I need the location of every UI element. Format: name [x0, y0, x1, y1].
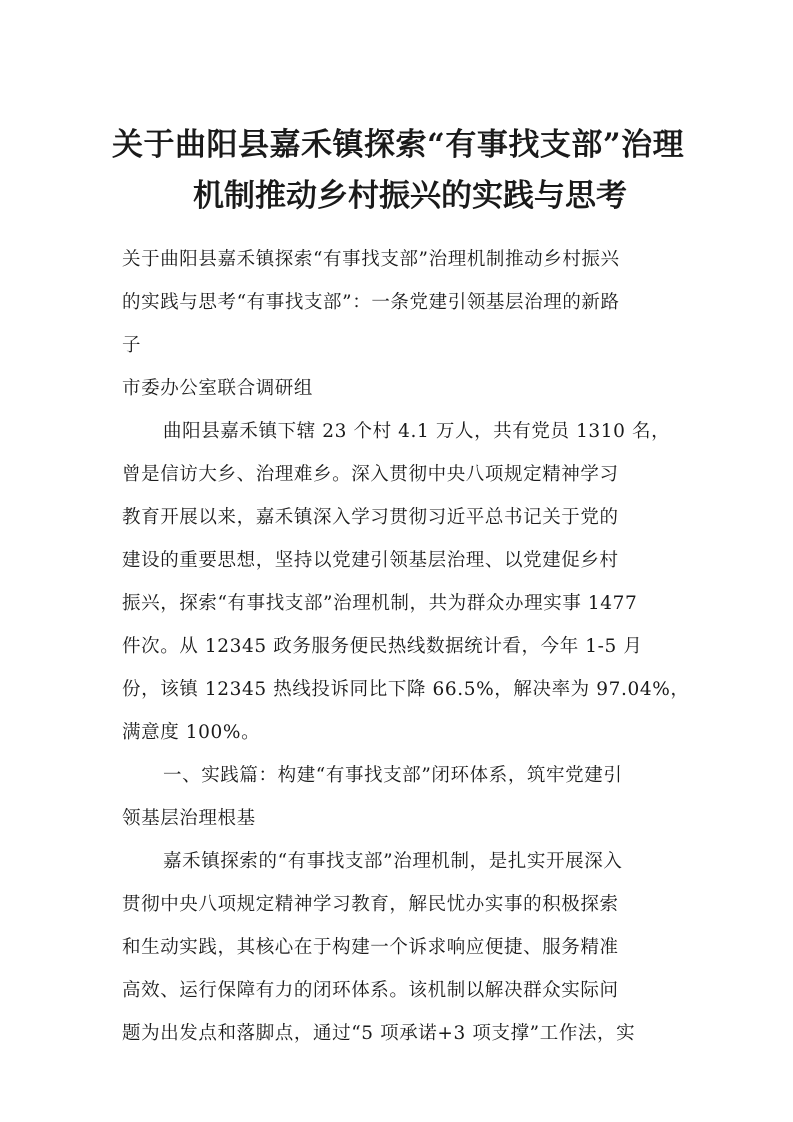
paragraph-line: 份，该镇 12345 热线投诉同比下降 66.5%，解决率为 97.04%，	[122, 679, 690, 700]
paragraph-line: 教育开展以来，嘉禾镇深入学习贯彻习近平总书记关于党的	[122, 507, 619, 528]
paragraph-line: 曾是信访大乡、治理难乡。深入贯彻中央八项规定精神学习	[122, 464, 619, 485]
author-line: 市委办公室联合调研组	[122, 378, 314, 399]
paragraph-line: 贯彻中央八项规定精神学习教育，解民忧办实事的积极探索	[122, 894, 619, 915]
paragraph-line: 件次。从 12345 政务服务便民热线数据统计看，今年 1-5 月	[122, 636, 643, 657]
subtitle-line: 关于曲阳县嘉禾镇探索“有事找支部”治理机制推动乡村振兴	[122, 249, 620, 270]
section-heading-line: 一、实践篇：构建“有事找支部”闭环体系，筑牢党建引	[163, 765, 623, 786]
paragraph-line: 建设的重要思想，坚持以党建引领基层治理、以党建促乡村	[122, 550, 619, 571]
paragraph-line: 嘉禾镇探索的“有事找支部”治理机制，是扎实开展深入	[163, 851, 623, 872]
subtitle-line: 的实践与思考“有事找支部”：一条党建引领基层治理的新路	[122, 292, 620, 313]
paragraph-line: 曲阳县嘉禾镇下辖 23 个村 4.1 万人，共有党员 1310 名，	[163, 421, 671, 442]
section-heading-line: 领基层治理根基	[122, 808, 256, 829]
paragraph-line: 振兴，探索“有事找支部”治理机制，共为群众办理实事 1477	[122, 593, 638, 614]
document-title-line-2: 机制推动乡村振兴的实践与思考	[193, 178, 627, 214]
subtitle-line: 子	[122, 335, 142, 356]
paragraph-line: 满意度 100%。	[122, 722, 261, 743]
paragraph-line: 和生动实践，其核心在于构建一个诉求响应便捷、服务精准	[122, 937, 619, 958]
paragraph-line: 高效、运行保障有力的闭环体系。该机制以解决群众实际问	[122, 980, 619, 1001]
document-title-line-1: 关于曲阳县嘉禾镇探索“有事找支部”治理	[112, 127, 685, 163]
paragraph-line: 题为出发点和落脚点，通过“5 项承诺+3 项支撑”工作法，实	[122, 1023, 636, 1044]
